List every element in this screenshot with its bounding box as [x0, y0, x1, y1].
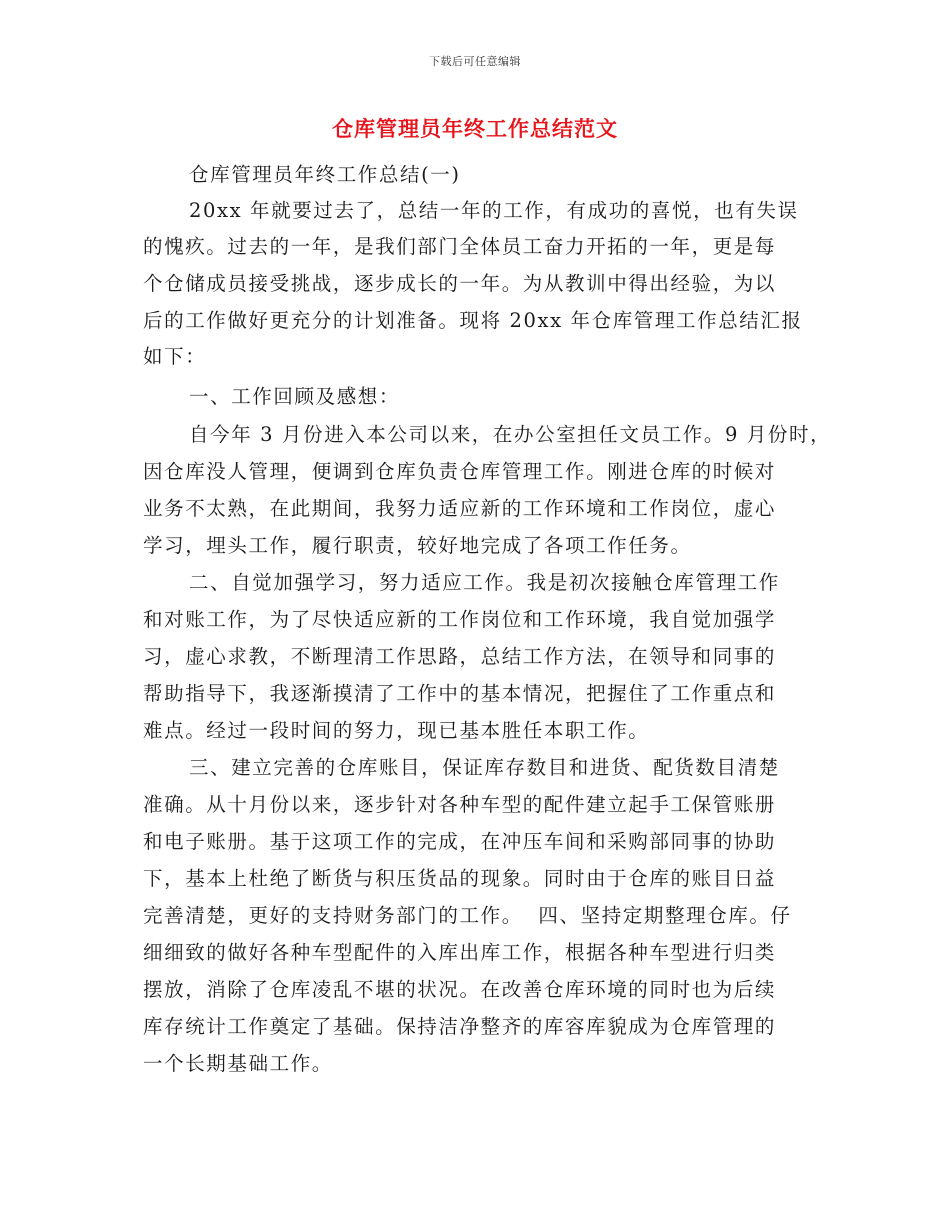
paragraph-line: 和电子账册。基于这项工作的完成，在冲压车间和采购部同事的协助	[143, 830, 777, 853]
paragraph-line: 个仓储成员接受挑战，逐步成长的一年。为从教训中得出经验，为以	[143, 272, 777, 295]
paragraph-line: 细细致的做好各种车型配件的入库出库工作，根据各种车型进行归类	[143, 941, 777, 964]
paragraph-line: 因仓库没人管理，便调到仓库负责仓库管理工作。刚进仓库的时候对	[143, 460, 777, 483]
paragraph-line: 业务不太熟，在此期间，我努力适应新的工作环境和工作岗位，虚心	[143, 497, 777, 520]
paragraph-line: 三、建立完善的仓库账目，保证库存数目和进货、配货数目清楚	[189, 756, 780, 779]
paragraph-line: 的愧疚。过去的一年，是我们部门全体员工奋力开拓的一年，更是每	[143, 235, 777, 258]
paragraph-line: 摆放，消除了仓库凌乱不堪的状况。在改善仓库环境的同时也为后续	[143, 978, 777, 1001]
paragraph-line: 一个长期基础工作。	[143, 1052, 333, 1075]
paragraph-line: 如下：	[143, 345, 207, 368]
paragraph-line: 库存统计工作奠定了基础。保持洁净整齐的库容库貌成为仓库管理的	[143, 1015, 777, 1038]
paragraph-line: 下，基本上杜绝了断货与积压货品的现象。同时由于仓库的账目日益	[143, 867, 777, 890]
section-heading: 一、工作回顾及感想：	[189, 385, 401, 408]
header-note: 下载后可任意编辑	[429, 55, 521, 68]
paragraph-line: 20xx 年就要过去了，总结一年的工作，有成功的喜悦，也有失误	[189, 199, 799, 222]
paragraph-line: 帮助指导下，我逐渐摸清了工作中的基本情况，把握住了工作重点和	[143, 682, 777, 705]
paragraph-line: 后的工作做好更充分的计划准备。现将 20xx 年仓库管理工作总结汇报	[143, 309, 803, 332]
paragraph-line: 和对账工作，为了尽快适应新的工作岗位和工作环境，我自觉加强学	[143, 608, 777, 631]
paragraph-line: 二、自觉加强学习，努力适应工作。我是初次接触仓库管理工作	[189, 571, 780, 594]
document-title: 仓库管理员年终工作总结范文	[332, 116, 618, 141]
paragraph-line: 准确。从十月份以来，逐步针对各种车型的配件建立起手工保管账册	[143, 793, 777, 816]
section-subtitle: 仓库管理员年终工作总结(一)	[189, 163, 461, 186]
paragraph-line: 学习，埋头工作，履行职责，较好地完成了各项工作任务。	[143, 534, 692, 557]
paragraph-line: 完善清楚，更好的支持财务部门的工作。 四、坚持定期整理仓库。仔	[143, 904, 792, 927]
paragraph-line: 习，虚心求教，不断理清工作思路，总结工作方法，在领导和同事的	[143, 645, 777, 668]
paragraph-line: 难点。经过一段时间的努力，现已基本胜任本职工作。	[143, 719, 650, 742]
paragraph-line: 自今年 3 月份进入本公司以来，在办公室担任文员工作。9 月份时，	[189, 423, 832, 446]
